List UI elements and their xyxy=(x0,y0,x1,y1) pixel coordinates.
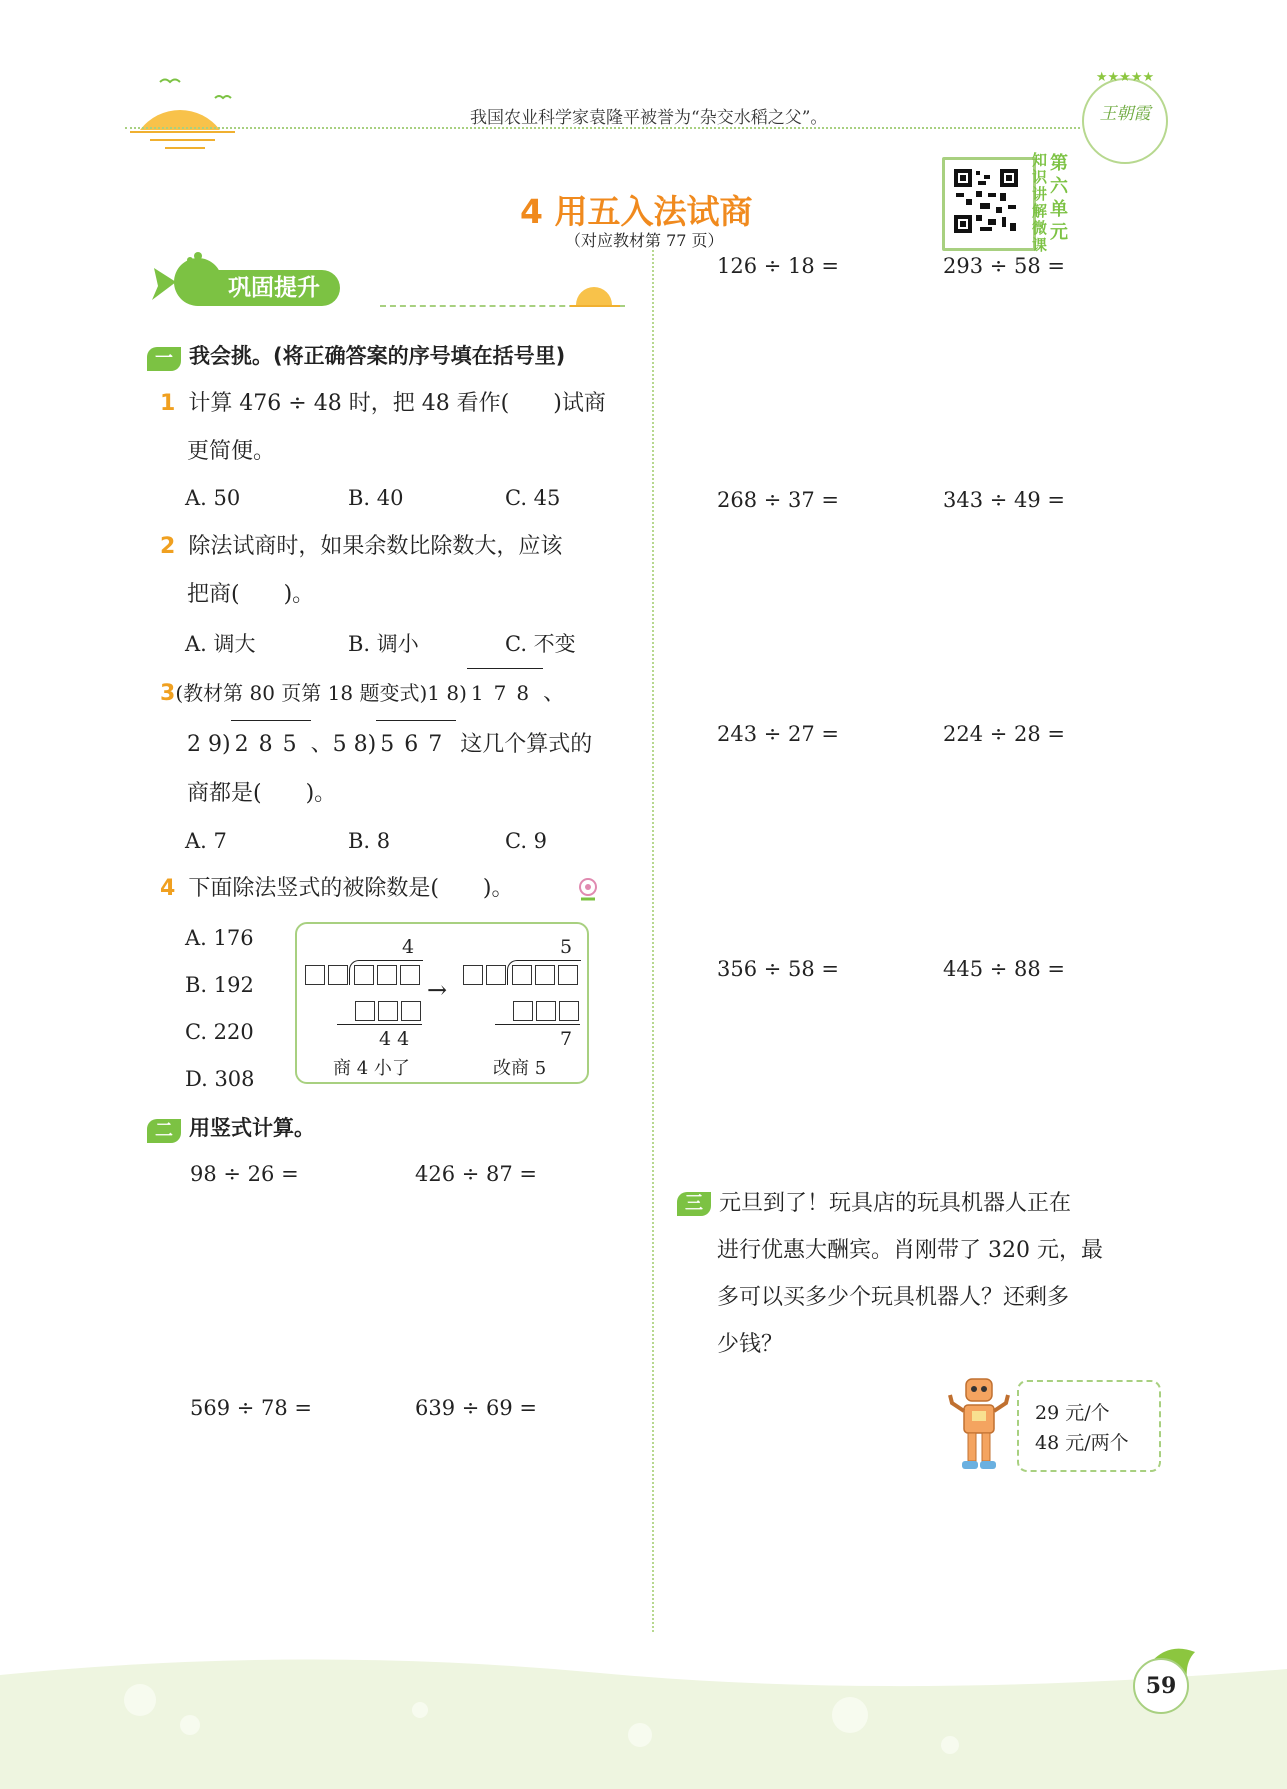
blank-box xyxy=(513,1001,533,1021)
blank-box xyxy=(378,1001,398,1021)
q3-divisor-2: 2 9 xyxy=(187,732,222,757)
header-sun-decoration xyxy=(120,70,240,150)
q3-prefix: (教材第 80 页第 18 题变式) xyxy=(175,681,428,705)
q3-line2 xyxy=(187,720,657,769)
blank-box xyxy=(355,1001,375,1021)
q3-tail: 这几个算式的 xyxy=(460,732,593,757)
q3-divisor-3: 5 8 xyxy=(332,732,368,757)
q1-line2: 更简便。 xyxy=(187,439,276,464)
blank-box xyxy=(400,965,420,985)
price-per-two: 48 元/两个 xyxy=(1035,1432,1129,1454)
q3-number: 3 xyxy=(160,681,176,706)
calc-left-2: 426 ÷ 87 = xyxy=(415,1162,538,1186)
q3-opt-c[interactable]: C. 9 xyxy=(505,829,548,853)
calc-right-6: 224 ÷ 28 = xyxy=(943,722,1066,746)
blank-box xyxy=(558,965,578,985)
q3-sep-2: 、 xyxy=(310,732,333,757)
logo-text: 王朝霞 xyxy=(1099,104,1151,124)
q4-number: 4 xyxy=(160,876,176,901)
blank-box xyxy=(463,965,483,985)
q2 xyxy=(160,523,640,571)
blank-box xyxy=(486,965,506,985)
section3-badge: 三 xyxy=(677,1192,711,1216)
diagram-left-dividend-boxes xyxy=(349,960,423,985)
diagram-left-line xyxy=(337,1024,422,1025)
page-subtitle: （对应教材第 77 页） xyxy=(565,231,724,250)
q3-dividend-2: 285 xyxy=(231,720,311,769)
diagram-right-product-boxes xyxy=(513,1000,582,1021)
q2-opt-a[interactable]: A. 调大 xyxy=(185,632,256,656)
calc-left-1: 98 ÷ 26 = xyxy=(190,1162,299,1186)
qr-caption-2: 第六单元 xyxy=(1050,153,1068,243)
q4-line1: 下面除法竖式的被除数是( )。 xyxy=(188,876,514,901)
q1-opt-c[interactable]: C. 45 xyxy=(505,486,561,510)
section1-badge: 一 xyxy=(147,347,181,371)
q3-bracket-1: ) xyxy=(459,681,467,705)
blank-box xyxy=(377,965,397,985)
diagram-right-remainder: 7 xyxy=(560,1028,573,1050)
blank-box xyxy=(536,1001,556,1021)
blank-box xyxy=(559,1001,579,1021)
calc-right-7: 356 ÷ 58 = xyxy=(717,957,840,981)
blank-box xyxy=(512,965,532,985)
stars-icon: ★★★★★ xyxy=(1095,70,1155,85)
section3-text-1: 元旦到了！玩具店的玩具机器人正在 xyxy=(719,1191,1072,1216)
section3-line1 xyxy=(677,1180,1071,1228)
header-quote: 我国农业科学家袁隆平被誉为“杂交水稻之父”。 xyxy=(470,108,828,128)
q2-opt-c[interactable]: C. 不变 xyxy=(505,632,576,656)
q1-line1: 计算 476 ÷ 48 时，把 48 看作( )试商 xyxy=(188,391,606,416)
diagram-left-product-boxes xyxy=(355,1000,424,1021)
diagram-right-dividend-boxes xyxy=(507,960,581,985)
q2-number: 2 xyxy=(160,534,176,559)
footer-wave-decoration xyxy=(0,1655,1287,1789)
q3-opt-b[interactable]: B. 8 xyxy=(348,829,391,853)
q1-number: 1 xyxy=(160,391,176,416)
calc-right-5: 243 ÷ 27 = xyxy=(717,722,840,746)
calc-right-8: 445 ÷ 88 = xyxy=(943,957,1066,981)
diagram-left-divisor-boxes xyxy=(305,964,351,985)
diagram-right-line xyxy=(495,1024,580,1025)
q3-sep-1: 、 xyxy=(543,681,566,706)
q3-line3: 商都是( )。 xyxy=(187,781,337,806)
q1 xyxy=(160,380,640,428)
section3-line3: 多可以买多少个玩具机器人？还剩多 xyxy=(717,1285,1070,1310)
section1-title: 我会挑。(将正确答案的序号填在括号里) xyxy=(189,344,566,368)
robot-icon xyxy=(948,1375,1010,1475)
banner-label xyxy=(198,270,340,306)
price-per-one: 29 元/个 xyxy=(1035,1402,1110,1424)
calc-right-1: 126 ÷ 18 = xyxy=(717,254,840,278)
diagram-arrow-icon: → xyxy=(427,976,448,1004)
calc-left-3: 569 ÷ 78 = xyxy=(190,1396,313,1420)
blank-box xyxy=(354,965,374,985)
page-number-badge xyxy=(1133,1658,1189,1714)
page-title: 4 用五入法试商 xyxy=(520,192,753,231)
section1-heading xyxy=(147,340,565,371)
diagram-right-caption: 改商 5 xyxy=(493,1058,547,1079)
q3-bracket-3: ) xyxy=(367,732,377,757)
page-number: 59 xyxy=(1145,1673,1177,1699)
q3-opt-a[interactable]: A. 7 xyxy=(185,829,227,853)
section2-badge: 二 xyxy=(147,1119,181,1143)
q4-opt-a[interactable]: A. 176 xyxy=(185,926,254,950)
brand-logo xyxy=(1082,70,1168,164)
blank-box xyxy=(535,965,555,985)
diagram-right-quotient: 5 xyxy=(560,936,573,958)
section2-title: 用竖式计算。 xyxy=(189,1116,315,1140)
calc-right-4: 343 ÷ 49 = xyxy=(943,488,1066,512)
q2-opt-b[interactable]: B. 调小 xyxy=(348,632,419,656)
q2-line1: 除法试商时，如果余数比除数大，应该 xyxy=(188,534,563,559)
diagram-left-caption: 商 4 小了 xyxy=(333,1058,410,1079)
calc-right-3: 268 ÷ 37 = xyxy=(717,488,840,512)
q4-opt-d[interactable]: D. 308 xyxy=(185,1067,255,1091)
q3-dividend-1: 178 xyxy=(467,668,543,717)
blank-box xyxy=(401,1001,421,1021)
q4 xyxy=(160,865,640,913)
location-pin-icon xyxy=(578,877,598,903)
section3-line2: 进行优惠大酬宾。肖刚带了 320 元，最 xyxy=(717,1238,1103,1263)
q2-line2: 把商( )。 xyxy=(187,582,315,607)
q1-opt-b[interactable]: B. 40 xyxy=(348,486,404,510)
qr-caption-1: 知识讲解微课 xyxy=(1032,151,1048,254)
blank-box xyxy=(328,965,348,985)
q3-line1 xyxy=(160,668,650,718)
column-divider xyxy=(652,250,654,1632)
diagram-left-remainder: 4 4 xyxy=(379,1028,410,1050)
diagram-right-divisor-boxes xyxy=(463,964,509,985)
q4-opt-c[interactable]: C. 220 xyxy=(185,1020,254,1044)
q4-opt-b[interactable]: B. 192 xyxy=(185,973,254,997)
calc-left-4: 639 ÷ 69 = xyxy=(415,1396,538,1420)
banner-sun-icon xyxy=(570,275,620,310)
price-tag xyxy=(1017,1380,1161,1472)
q4-diagram xyxy=(295,922,589,1084)
calc-right-2: 293 ÷ 58 = xyxy=(943,254,1066,278)
q3-divisor-1: 1 8 xyxy=(427,681,460,705)
blank-box xyxy=(305,965,325,985)
q1-opt-a[interactable]: A. 50 xyxy=(185,486,241,510)
section3-line4: 少钱？ xyxy=(717,1332,784,1357)
section2-heading xyxy=(147,1112,315,1143)
qr-code-icon[interactable] xyxy=(952,167,1020,235)
diagram-left-quotient: 4 xyxy=(402,936,415,958)
banner-text: 巩固提升 xyxy=(228,275,320,301)
q3-dividend-3: 567 xyxy=(376,720,456,769)
q3-bracket-2: ) xyxy=(222,732,231,757)
